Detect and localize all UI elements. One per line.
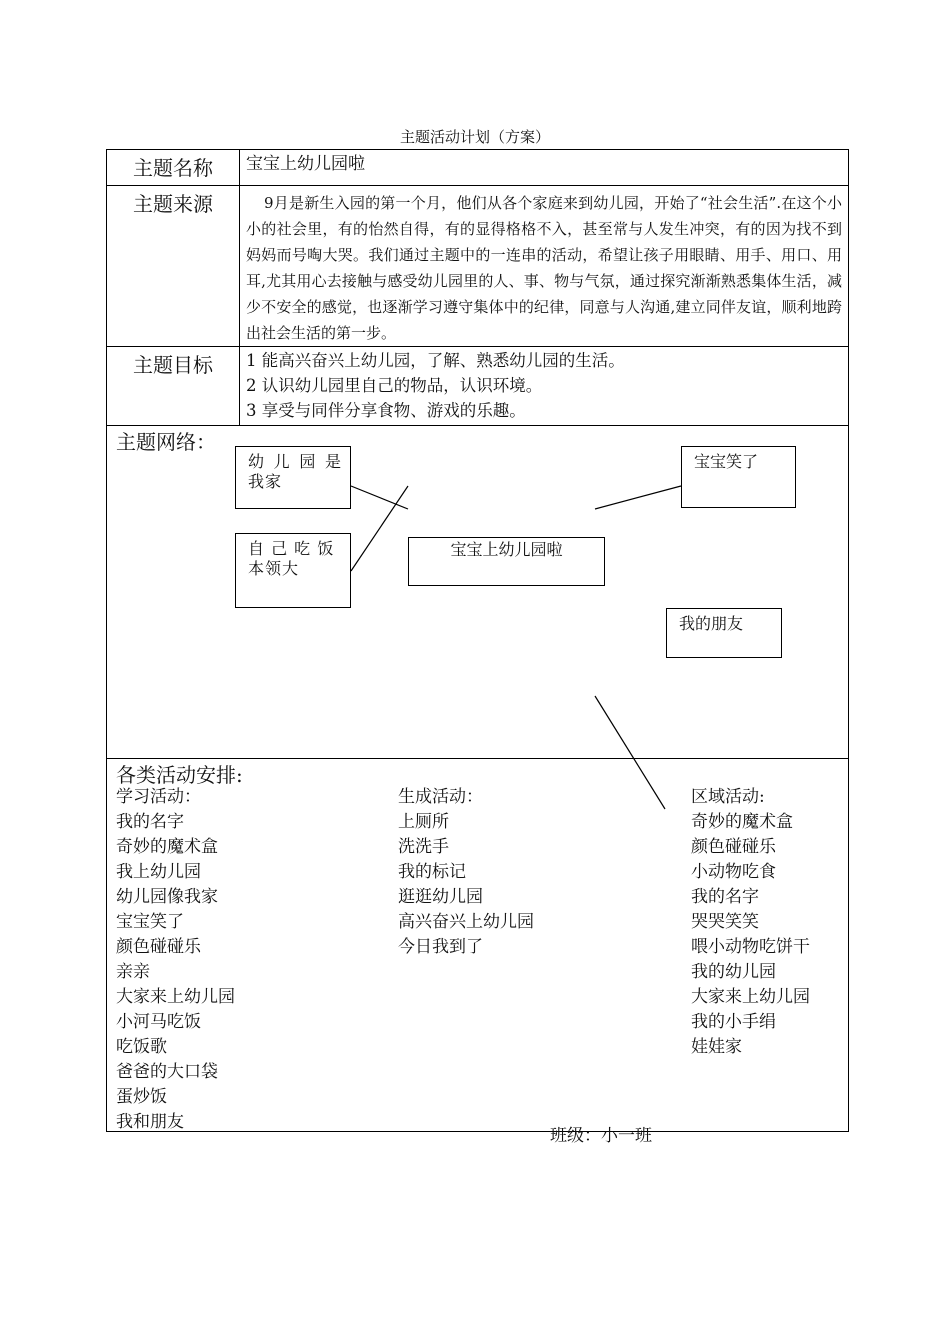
list-item: 我的名字 xyxy=(691,887,759,907)
row-theme-source xyxy=(107,186,849,347)
class-label: 班级：小一班 xyxy=(550,1126,652,1146)
list-item: 奇妙的魔术盒 xyxy=(691,812,793,832)
document-title: 主题活动计划（方案） xyxy=(399,128,550,146)
list-item: 我的标记 xyxy=(398,862,466,882)
theme-goals-list xyxy=(240,347,849,426)
list-item: 大家来上幼儿园 xyxy=(691,987,810,1007)
theme-goals-label: 主题目标 xyxy=(107,347,240,426)
theme-network-heading: 主题网络： xyxy=(116,430,216,454)
list-item: 幼儿园像我家 xyxy=(116,887,218,907)
list-item: 逛逛幼儿园 xyxy=(398,887,483,907)
list-item: 我的名字 xyxy=(116,812,184,832)
activities-heading: 各类活动安排: xyxy=(116,763,243,787)
goal-item: 2 认识幼儿园里自己的物品，认识环境。 xyxy=(246,376,543,395)
network-node-smile: 宝宝笑了 xyxy=(681,446,796,508)
list-item: 我的幼儿园 xyxy=(691,962,776,982)
row-activities xyxy=(107,759,849,1132)
row-theme-name xyxy=(107,150,849,186)
learning-activities-column xyxy=(116,785,235,1135)
list-item: 今日我到了 xyxy=(398,937,483,957)
list-item: 爸爸的大口袋 xyxy=(116,1062,218,1082)
theme-source-text: 9月是新生入园的第一个月，他们从各个家庭来到幼儿园，开始了“社会生活”.在这个小小的社会里，有的怡然自得，有的显得格格不入，甚至常与人发生冲突，有的因为找不到妈妈而号啕大哭。我们通过主题中的一连串的活动，希望让孩子用眼睛、用手、用口、用耳,尤其用心去接触与感受幼儿园里的人、事、物与气氛，通过探究渐渐熟悉集体生活，减少不安全的感觉，也逐渐学习遵守集体中的纪律，同意与人沟通,建立同伴友谊，顺利地跨出社会生活的第一步。 xyxy=(240,186,849,347)
activities-cell xyxy=(107,759,849,1132)
network-node-eat: 自 己 吃 饭本领大 xyxy=(235,533,351,608)
list-item: 小动物吃食 xyxy=(691,862,776,882)
list-item: 颜色碰碰乐 xyxy=(116,937,201,957)
learning-activities-title: 学习活动： xyxy=(116,787,201,807)
goal-item: 1 能高兴奋兴上幼儿园，了解、熟悉幼儿园的生活。 xyxy=(246,351,625,370)
list-item: 蛋炒饭 xyxy=(116,1087,167,1107)
list-item: 我上幼儿园 xyxy=(116,862,201,882)
theme-source-label: 主题来源 xyxy=(107,186,240,347)
area-activities-column xyxy=(691,785,810,1060)
row-theme-goals xyxy=(107,347,849,426)
list-item: 我和朋友 xyxy=(116,1112,184,1132)
list-item: 亲亲 xyxy=(116,962,150,982)
list-item: 大家来上幼儿园 xyxy=(116,987,235,1007)
list-item: 洗洗手 xyxy=(398,837,449,857)
list-item: 小河马吃饭 xyxy=(116,1012,201,1032)
network-node-home: 幼 儿 园 是我家 xyxy=(235,446,351,509)
list-item: 喂小动物吃饼干 xyxy=(691,937,810,957)
theme-name-label: 主题名称 xyxy=(107,150,240,186)
goal-item: 3 享受与同伴分享食物、游戏的乐趣。 xyxy=(246,401,526,420)
list-item: 奇妙的魔术盒 xyxy=(116,837,218,857)
list-item: 高兴奋兴上幼儿园 xyxy=(398,912,534,932)
daily-activities-column xyxy=(398,785,534,960)
network-center-node: 宝宝上幼儿园啦 xyxy=(408,537,605,586)
network-node-friend: 我的朋友 xyxy=(666,608,782,658)
area-activities-title: 区域活动: xyxy=(691,787,765,807)
list-item: 吃饭歌 xyxy=(116,1037,167,1057)
list-item: 哭哭笑笑 xyxy=(691,912,759,932)
theme-name-value: 宝宝上幼儿园啦 xyxy=(240,150,849,186)
list-item: 宝宝笑了 xyxy=(116,912,184,932)
list-item: 颜色碰碰乐 xyxy=(691,837,776,857)
daily-activities-title: 生成活动： xyxy=(398,787,483,807)
list-item: 上厕所 xyxy=(398,812,449,832)
list-item: 我的小手绢 xyxy=(691,1012,776,1032)
list-item: 娃娃家 xyxy=(691,1037,742,1057)
